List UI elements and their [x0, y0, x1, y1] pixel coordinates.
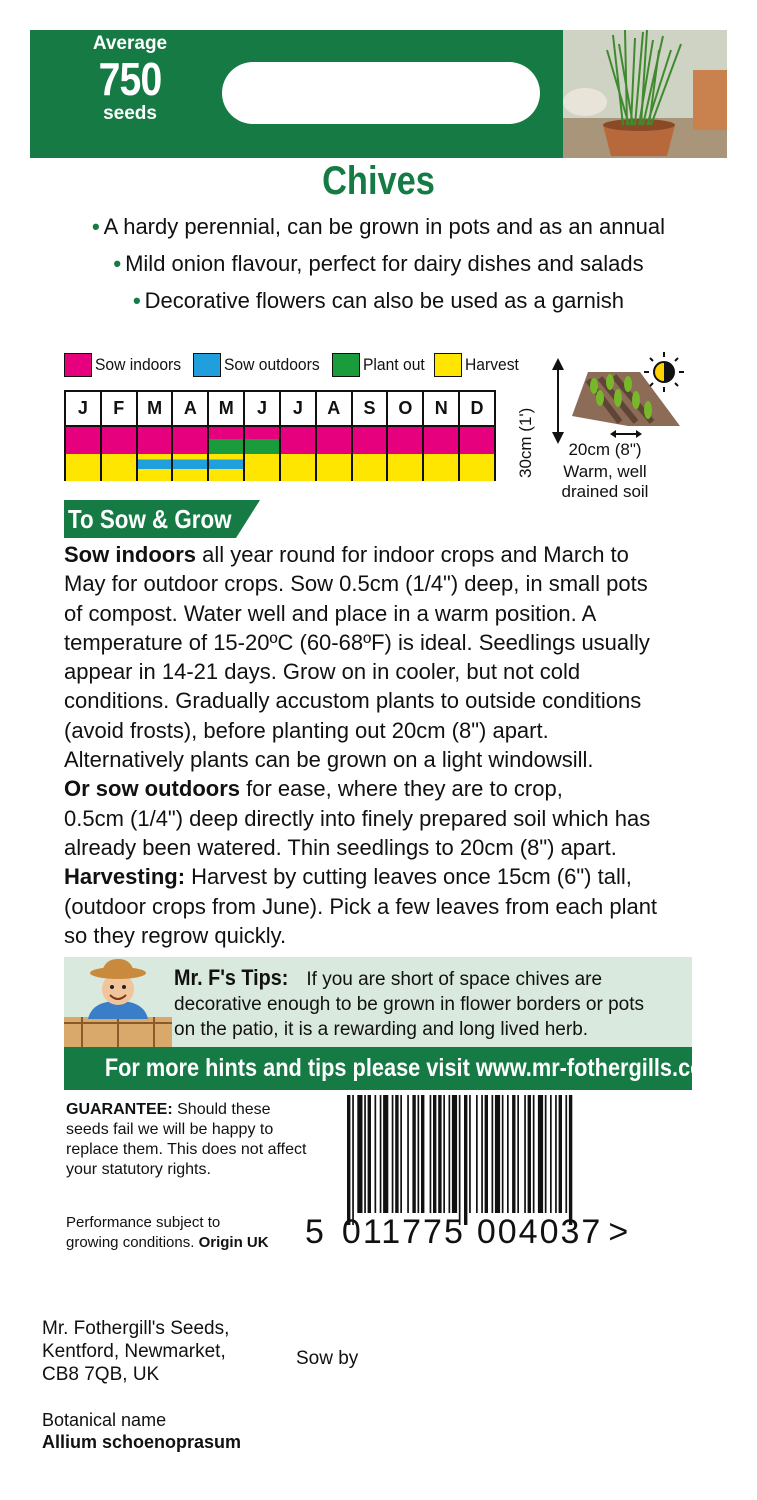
calendar-cell-sow-indoors — [460, 427, 494, 454]
seed-count-label-bottom: seeds — [103, 103, 157, 124]
soil-note: Warm, well drained soil — [561, 462, 649, 501]
calendar-month: D — [470, 398, 484, 418]
calendar-cell-sow-indoors — [388, 427, 422, 454]
calendar-cell-harvest — [281, 454, 315, 481]
instruction-line: Sow indoors all year round for indoor crops and March to — [64, 542, 629, 567]
feature-item: • A hardy perennial, can be grown in pots and as an annual — [91, 214, 666, 239]
farmer-illustration — [64, 957, 172, 1047]
barcode-bar — [528, 1095, 531, 1213]
barcode-bar — [438, 1095, 441, 1213]
barcode-bar — [449, 1095, 451, 1213]
barcode-bar — [495, 1095, 500, 1213]
instruction-line: Or sow outdoors for ease, where they are to crop, — [64, 776, 563, 802]
barcode-bar — [550, 1095, 552, 1213]
calendar-column — [173, 427, 209, 481]
barcode-bar — [492, 1095, 494, 1213]
barcode-bar — [538, 1095, 543, 1213]
calendar-cell-sow-indoors — [138, 427, 172, 454]
calendar-cell-harvest — [138, 454, 172, 481]
sow-by-label: Sow by — [296, 1348, 359, 1369]
barcode — [345, 1095, 659, 1225]
calendar-cell-sow-indoors — [66, 427, 100, 454]
calendar-cell-harvest — [460, 454, 494, 481]
seed-count-label-top: Average — [92, 33, 168, 54]
barcode-bar — [569, 1095, 572, 1225]
feature-item: • Mild onion flavour, perfect for dairy dishes and salads — [113, 251, 644, 276]
calendar-cell-harvest — [388, 454, 422, 481]
barcode-number: 5 011775 004037 > — [305, 1213, 629, 1251]
legend-swatch — [434, 353, 462, 377]
calendar-month: A — [317, 392, 353, 425]
calendar-month: O — [388, 392, 424, 425]
barcode-bar — [412, 1095, 415, 1213]
barcode-bar — [459, 1095, 461, 1225]
bullet-icon: • — [113, 251, 122, 276]
sowing-calendar — [64, 390, 496, 481]
calendar-month: N — [424, 392, 460, 425]
botanical-name: Allium schoenoprasum — [42, 1432, 242, 1452]
bullet-icon: • — [91, 214, 100, 239]
barcode-bar — [533, 1095, 535, 1213]
section-heading: To Sow & Grow — [68, 504, 232, 534]
calendar-legend — [64, 352, 527, 378]
legend-item-sow-outdoors: Sow outdoors — [193, 353, 332, 377]
calendar-cell-sow-indoors — [353, 427, 387, 454]
calendar-cell-sow-indoors — [281, 427, 315, 454]
calendar-month: A — [173, 392, 209, 425]
barcode-bar — [565, 1095, 567, 1213]
calendar-cell-harvest — [317, 454, 351, 481]
barcode-bar — [443, 1095, 445, 1213]
legend-item-harvest: Harvest — [434, 353, 528, 377]
calendar-months-row — [66, 392, 494, 427]
bullet-icon: • — [132, 288, 141, 313]
instruction-line: 0.5cm (1/4") deep directly into finely prepared soil which has — [64, 805, 651, 831]
barcode-bar — [485, 1095, 488, 1213]
tips-text: Mr. F's Tips: If you are short of space chives are decorative enough to be grown in flower borders or pots on the patio, it is a rewarding and long lived herb. — [174, 965, 644, 1040]
calendar-month: J — [281, 392, 317, 425]
calendar-cell-harvest — [245, 454, 279, 481]
calendar-column — [102, 427, 138, 481]
instruction-line: of compost. Water well and place in a warm position. A — [64, 600, 597, 626]
tips-heading: Mr. F's Tips: — [174, 965, 289, 990]
instruction-line: already been watered. Thin seedlings to 20cm (8") apart. — [64, 834, 617, 860]
barcode-bar — [507, 1095, 509, 1213]
product-title: Chives — [322, 159, 435, 203]
legend-item-sow-indoors: Sow indoors — [64, 353, 193, 377]
height-dimension: 30cm (1') — [516, 407, 535, 478]
calendar-cell-harvest — [209, 454, 243, 481]
barcode-bar — [481, 1095, 483, 1213]
barcode-bar — [452, 1095, 457, 1213]
barcode-bar — [469, 1095, 471, 1213]
company-address: Mr. Fothergill's Seeds, Kentford, Newmarket, CB8 7QB, UK — [42, 1318, 230, 1385]
calendar-cell-sow-indoors — [209, 427, 243, 454]
barcode-bar — [407, 1095, 409, 1213]
calendar-column — [66, 427, 102, 481]
legend-swatch — [193, 353, 221, 377]
legend-swatch — [64, 353, 92, 377]
instruction-line: (avoid frosts), before planting out 20cm (8") apart. — [64, 717, 549, 743]
calendar-month: J — [245, 392, 281, 425]
calendar-cell-sow-indoors — [245, 427, 279, 454]
calendar-cell-sow-indoors — [317, 427, 351, 454]
growing-instructions — [64, 540, 704, 950]
barcode-bar — [368, 1095, 371, 1213]
barcode-bar — [464, 1095, 467, 1225]
barcode-bar — [352, 1095, 354, 1225]
botanical-label: Botanical name — [42, 1410, 167, 1430]
spacing-dimension: 20cm (8") — [568, 440, 642, 459]
barcode-bar — [400, 1095, 402, 1213]
calendar-cell-sow-indoors — [173, 427, 207, 454]
instruction-line: appear in 14-21 days. Grow on in cooler, but not cold — [64, 659, 581, 685]
barcode-bar — [545, 1095, 547, 1213]
instruction-line: (outdoor crops from June). Pick a few leaves from each plant — [64, 893, 658, 919]
instruction-line: May for outdoor crops. Sow 0.5cm (1/4") deep, in small pots — [64, 571, 648, 597]
calendar-cell-harvest — [424, 454, 458, 481]
calendar-month: M — [138, 392, 174, 425]
origin-label: Origin UK — [198, 1234, 269, 1251]
calendar-cell-harvest — [102, 454, 136, 481]
calendar-column — [281, 427, 317, 481]
calendar-cell-sow-indoors — [102, 427, 136, 454]
calendar-column — [353, 427, 389, 481]
calendar-column — [460, 427, 494, 481]
instruction-line: so they regrow quickly. — [64, 922, 287, 948]
legend-item-plant-out: Plant out — [332, 353, 434, 377]
barcode-bar — [375, 1095, 377, 1213]
barcode-bar — [357, 1095, 362, 1213]
barcode-bar — [395, 1095, 398, 1213]
planting-diagram — [548, 350, 688, 450]
calendar-cell-harvest — [173, 454, 207, 481]
barcode-bar — [512, 1095, 515, 1213]
barcode-bar — [476, 1095, 478, 1213]
barcode-bar — [430, 1095, 432, 1213]
barcode-bar — [392, 1095, 394, 1213]
barcode-bar — [502, 1095, 504, 1213]
barcode-bar — [555, 1095, 557, 1213]
barcode-bar — [559, 1095, 562, 1213]
seed-count-number: 750 — [98, 53, 162, 105]
barcode-bar — [433, 1095, 436, 1213]
instruction-line: conditions. Gradually accustom plants to outside conditions — [64, 688, 642, 714]
barcode-bar — [364, 1095, 366, 1213]
barcode-bar — [421, 1095, 424, 1213]
legend-swatch — [332, 353, 360, 377]
calendar-column — [388, 427, 424, 481]
guarantee-text: GUARANTEE: Should these seeds fail we will be happy to replace them. This does not affect your statutory rights. — [66, 1101, 307, 1178]
instruction-line: temperature of 15-20ºC (60-68ºF) is ideal. Seedlings usually — [64, 629, 650, 655]
calendar-cell-harvest — [353, 454, 387, 481]
website-link[interactable]: For more hints and tips please visit www.mr-fothergills.co.uk — [104, 1054, 735, 1082]
barcode-bar — [418, 1095, 420, 1213]
barcode-bar — [517, 1095, 519, 1213]
chives-photo — [563, 30, 727, 158]
barcode-bar — [383, 1095, 388, 1213]
calendar-month: F — [102, 392, 138, 425]
calendar-column — [424, 427, 460, 481]
calendar-column — [138, 427, 174, 481]
calendar-month: M — [209, 392, 245, 425]
instruction-line: Harvesting: Harvest by cutting leaves once 15cm (6") tall, — [64, 864, 632, 890]
barcode-bar — [347, 1095, 350, 1225]
feature-item: • Decorative flowers can also be used as a garnish — [132, 288, 625, 313]
calendar-column — [317, 427, 353, 481]
calendar-column — [209, 427, 245, 481]
instruction-line: Alternatively plants can be grown on a light windowsill. — [64, 747, 594, 773]
barcode-bar — [380, 1095, 382, 1213]
calendar-month: J — [66, 392, 102, 425]
calendar-month: S — [353, 392, 389, 425]
feature-list — [0, 208, 757, 319]
barcode-bar — [524, 1095, 526, 1213]
performance-note: Performance subject to growing conditions. Origin UK — [66, 1214, 269, 1251]
header-window — [222, 62, 540, 124]
calendar-cell-harvest — [66, 454, 100, 481]
calendar-column — [245, 427, 281, 481]
calendar-grid — [66, 427, 494, 481]
calendar-cell-sow-indoors — [424, 427, 458, 454]
seed-count-block — [30, 33, 230, 125]
